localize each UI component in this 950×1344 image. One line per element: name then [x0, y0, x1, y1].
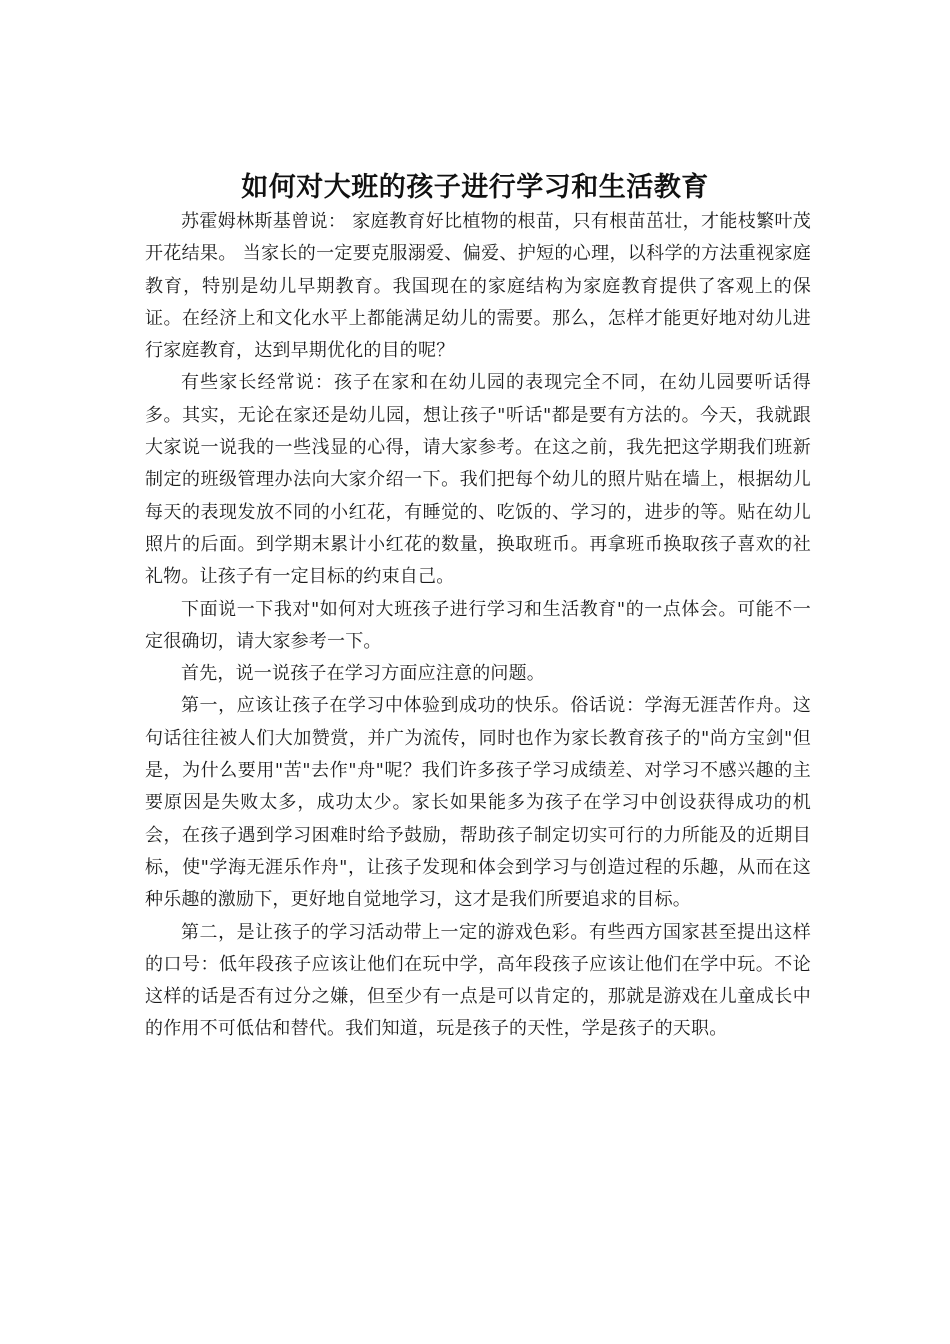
paragraph-success-joy: 第一，应该让孩子在学习中体验到成功的快乐。俗话说：学海无涯苦作舟。这句话往往被人们大加赞赏，并广为流传，同时也作为家长教育孩子的"尚方宝剑"但是，为什么要用"苦"去作"舟"呢？我们许多孩子学习成绩差、对学习不感兴趣的主要原因是失败太多，成功太少。家长如果能多为孩子在学习中创设获得成功的机会，在孩子遇到学习困难时给予鼓励，帮助孩子制定切实可行的力所能及的近期目标，使"学海无涯乐作舟"，让孩子发现和体会到学习与创造过程的乐趣，从而在这种乐趣的激励下，更好地自觉地学习，这才是我们所要追求的目标。: [145, 695, 811, 911]
paragraph-topic-intro: 下面说一下我对"如何对大班孩子进行学习和生活教育"的一点体会。可能不一定很确切，请大家参考一下。: [145, 598, 811, 652]
paragraph-game-color: 第二，是让孩子的学习活动带上一定的游戏色彩。有些西方国家甚至提出这样的口号：低年段孩子应该让他们在玩中学，高年段孩子应该让他们在学中玩。不论这样的话是否有过分之嫌，但至少有一点是可以肯定的，那就是游戏在儿童成长中的作用不可低估和替代。我们知道，玩是孩子的天性，学是孩子的天职。: [145, 921, 811, 1040]
paragraph-first-point: 首先，说一说孩子在学习方面应注意的问题。: [181, 663, 545, 685]
paragraph-intro: 苏霍姆林斯基曾说： 家庭教育好比植物的根苗，只有根苗茁壮，才能枝繁叶茂开花结果。 当家长的一定要克服溺爱、偏爱、护短的心理，以科学的方法重视家庭教育，特别是幼儿早期教育。我国现在的家庭结构为家庭教育提供了客观上的保证。在经济上和文化水平上都能满足幼儿的需要。那么，怎样才能更好地对幼儿进行家庭教育，达到早期优化的目的呢？: [145, 211, 811, 362]
document-title: 如何对大班的孩子进行学习和生活教育: [241, 172, 709, 203]
paragraph-class-management: 有些家长经常说：孩子在家和在幼儿园的表现完全不同，在幼儿园要听话得多。其实，无论在家还是幼儿园，想让孩子"听话"都是要有方法的。今天，我就跟大家说一说我的一些浅显的心得，请大家参考。在这之前，我先把这学期我们班新制定的班级管理办法向大家介绍一下。我们把每个幼儿的照片贴在墙上，根据幼儿每天的表现发放不同的小红花，有睡觉的、吃饭的、学习的，进步的等。贴在幼儿照片的后面。到学期末累计小红花的数量，换取班币。再拿班币换取孩子喜欢的社礼物。让孩子有一定目标的约束自己。: [145, 372, 811, 588]
document-body: [145, 206, 811, 1046]
